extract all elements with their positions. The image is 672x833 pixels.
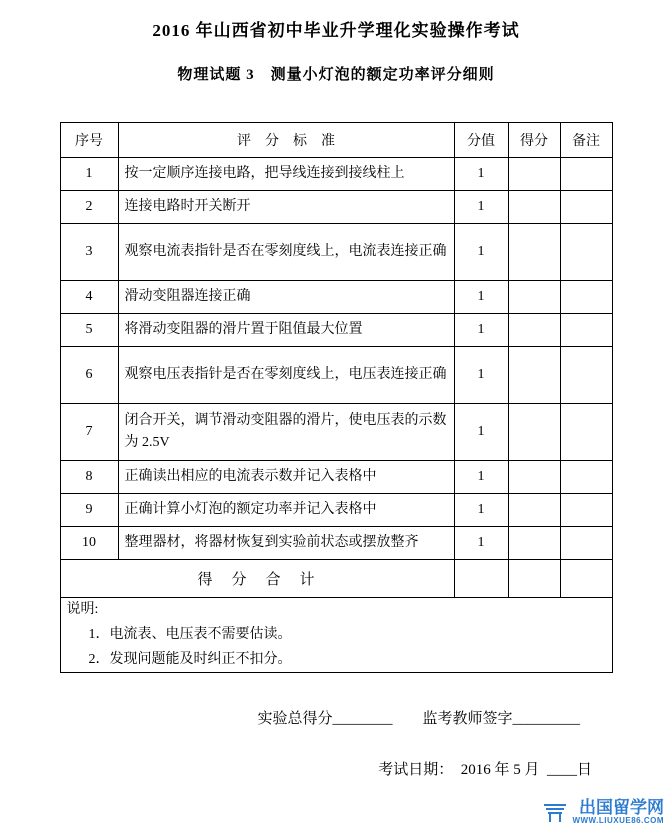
page-subtitle: 物理试题 3 测量小灯泡的额定功率评分细则 — [177, 67, 495, 83]
watermark-site-name: 出国留学网 — [579, 797, 664, 817]
row-criteria: 将滑动变阻器的滑片置于阻值最大位置 — [118, 314, 454, 347]
table-row — [60, 314, 612, 347]
note-item: 1．电流表、电压表不需要估读。 — [88, 626, 292, 642]
row-remark-cell — [560, 158, 612, 191]
row-criteria: 按一定顺序连接电路，把导线连接到接线柱上 — [118, 158, 454, 191]
row-remark-cell — [560, 281, 612, 314]
scoring-table — [60, 122, 613, 673]
row-score-cell — [508, 281, 560, 314]
row-criteria: 连接电路时开关断开 — [118, 191, 454, 224]
table-row — [60, 404, 612, 461]
row-points: 1 — [454, 494, 508, 527]
row-points: 1 — [454, 281, 508, 314]
total-score-cell — [508, 560, 560, 598]
row-remark-cell — [560, 191, 612, 224]
row-points: 1 — [454, 461, 508, 494]
row-score-cell — [508, 494, 560, 527]
row-criteria: 整理器材，将器材恢复到实验前状态或摆放整齐 — [118, 527, 454, 560]
row-no: 8 — [60, 461, 118, 494]
row-criteria: 滑动变阻器连接正确 — [118, 281, 454, 314]
row-remark-cell — [560, 404, 612, 461]
row-points: 1 — [454, 347, 508, 404]
col-header-criteria: 评 分 标 准 — [118, 123, 454, 158]
total-remark-cell — [560, 560, 612, 598]
table-header-row — [60, 123, 612, 158]
note-item: 2．发现问题能及时纠正不扣分。 — [88, 651, 292, 667]
row-no: 3 — [60, 224, 118, 281]
row-score-cell — [508, 461, 560, 494]
row-criteria: 正确计算小灯泡的额定功率并记入表格中 — [118, 494, 454, 527]
row-no: 1 — [60, 158, 118, 191]
row-no: 6 — [60, 347, 118, 404]
row-criteria: 正确读出相应的电流表示数并记入表格中 — [118, 461, 454, 494]
row-points: 1 — [454, 158, 508, 191]
row-score-cell — [508, 224, 560, 281]
table-row — [60, 281, 612, 314]
watermark-site-url: WWW.LIUXUE86.COM — [572, 815, 664, 825]
row-criteria: 观察电流表指针是否在零刻度线上，电流表连接正确 — [118, 224, 454, 281]
row-remark-cell — [560, 224, 612, 281]
row-score-cell — [508, 158, 560, 191]
col-header-points: 分值 — [454, 123, 508, 158]
table-row — [60, 527, 612, 560]
row-score-cell — [508, 347, 560, 404]
row-criteria: 闭合开关，调节滑动变阻器的滑片，使电压表的示数为 2.5V — [118, 404, 454, 461]
row-no: 9 — [60, 494, 118, 527]
row-score-cell — [508, 314, 560, 347]
row-no: 10 — [60, 527, 118, 560]
total-label: 得 分 合 计 — [60, 560, 454, 598]
row-remark-cell — [560, 461, 612, 494]
row-remark-cell — [560, 314, 612, 347]
col-header-score: 得分 — [508, 123, 560, 158]
row-points: 1 — [454, 314, 508, 347]
row-score-cell — [508, 404, 560, 461]
row-points: 1 — [454, 404, 508, 461]
notes-row — [60, 598, 612, 673]
row-remark-cell — [560, 527, 612, 560]
table-row — [60, 158, 612, 191]
total-row — [60, 560, 612, 598]
score-signature-line: 实验总得分________ 监考教师签字_________ — [257, 711, 580, 728]
total-points-cell — [454, 560, 508, 598]
row-no: 2 — [60, 191, 118, 224]
row-no: 5 — [60, 314, 118, 347]
exam-date-line: 考试日期： 2016 年 5 月 ____日 — [378, 762, 592, 779]
row-no: 7 — [60, 404, 118, 461]
table-row — [60, 347, 612, 404]
page-title: 2016 年山西省初中毕业升学理化实验操作考试 — [152, 21, 520, 40]
row-points: 1 — [454, 527, 508, 560]
row-score-cell — [508, 191, 560, 224]
table-row — [60, 224, 612, 281]
col-header-no: 序号 — [60, 123, 118, 158]
row-no: 4 — [60, 281, 118, 314]
row-remark-cell — [560, 347, 612, 404]
row-score-cell — [508, 527, 560, 560]
col-header-remark: 备注 — [560, 123, 612, 158]
site-watermark — [542, 799, 664, 825]
table-row — [60, 461, 612, 494]
row-remark-cell — [560, 494, 612, 527]
row-points: 1 — [454, 224, 508, 281]
notes-label: 说明: — [66, 602, 99, 617]
table-row — [60, 191, 612, 224]
row-criteria: 观察电压表指针是否在零刻度线上，电压表连接正确 — [118, 347, 454, 404]
row-points: 1 — [454, 191, 508, 224]
liuxue86-logo-icon — [542, 799, 568, 825]
table-row — [60, 494, 612, 527]
